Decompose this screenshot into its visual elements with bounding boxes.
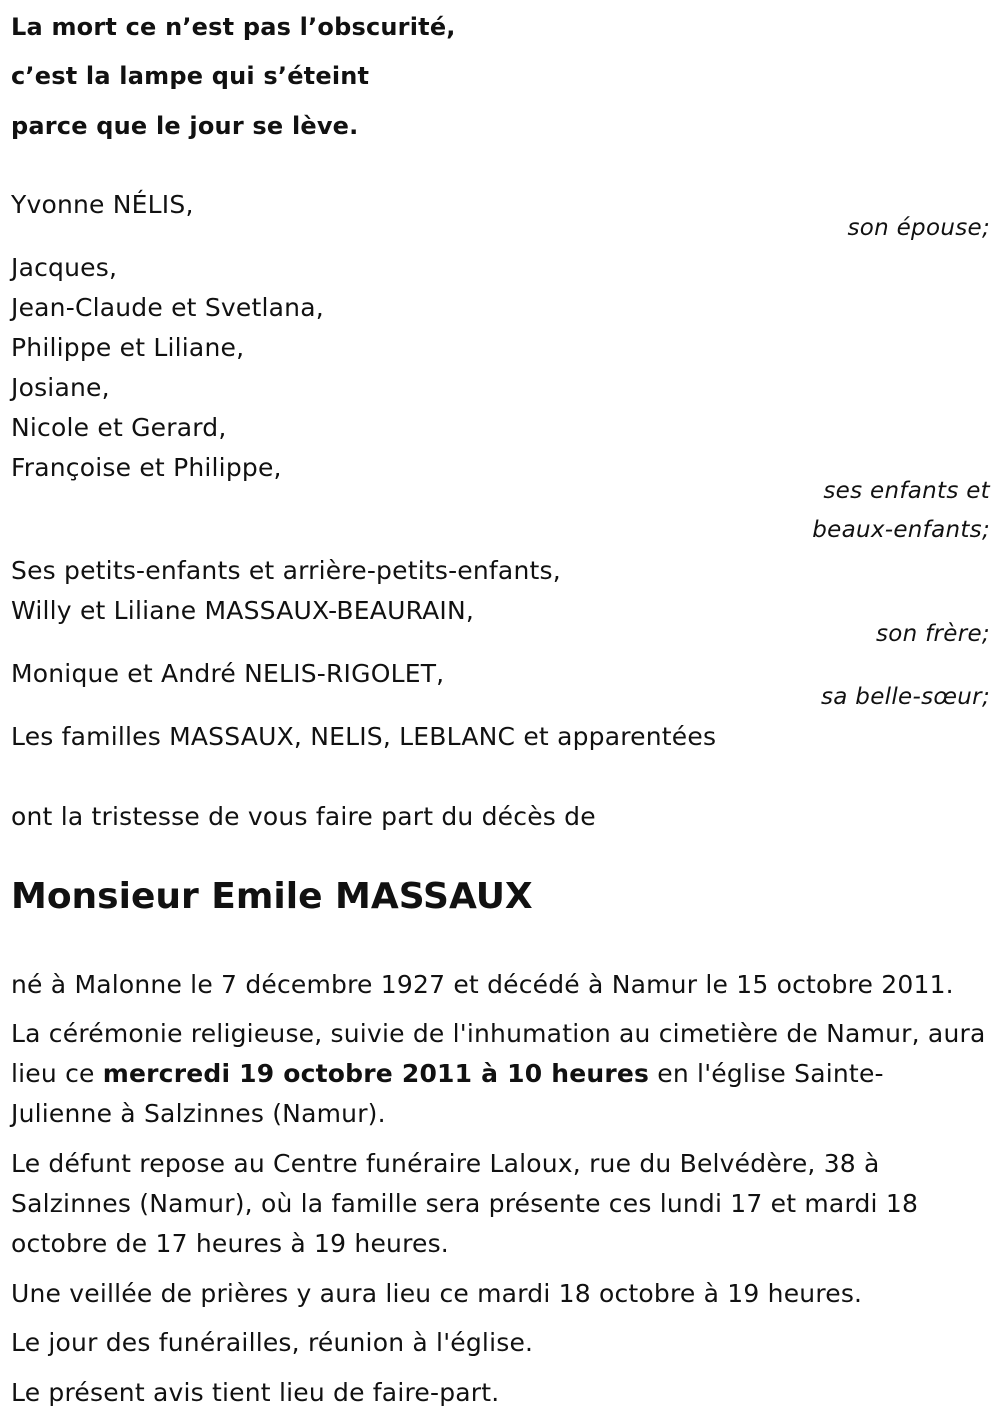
poem-line-3: parce que le jour se lève. — [11, 112, 359, 140]
child-1: Jacques, — [11, 253, 118, 282]
child-6: Françoise et Philippe, — [11, 453, 282, 482]
ceremony-paragraph — [11, 1014, 986, 1134]
brother-name: Willy et Liliane MASSAUX-BEAURAIN, — [11, 596, 475, 625]
repose-paragraph: Le défunt repose au Centre funéraire Laloux, rue du Belvédère, 38 à Salzinnes (Namur), où la famille sera présente ces lundi 17 et mardi 18 octobre de 17 heures à 19 heures. — [11, 1149, 919, 1258]
poem-line-2: c’est la lampe qui s’éteint — [11, 62, 370, 90]
spouse-name: Yvonne NÉLIS, — [11, 190, 194, 219]
poem-line-1: La mort ce n’est pas l’obscurité, — [11, 13, 456, 41]
child-4: Josiane, — [11, 373, 110, 402]
sister-in-law-role: sa belle-sœur; — [821, 684, 990, 710]
notice-text: Le présent avis tient lieu de faire-part. — [11, 1378, 500, 1407]
birth-death-text: né à Malonne le 7 décembre 1927 et décédé à Namur le 15 octobre 2011. — [11, 970, 954, 999]
ceremony-text-before: La cérémonie religieuse, suivie de l'inhumation au cimetière de Namur, aura lieu ce — [11, 1019, 986, 1088]
sister-in-law-name: Monique et André NELIS-RIGOLET, — [11, 659, 445, 688]
vigil-text: Une veillée de prières y aura lieu ce mardi 18 octobre à 19 heures. — [11, 1279, 863, 1308]
spouse-role: son épouse; — [847, 215, 990, 241]
families: Les familles MASSAUX, NELIS, LEBLANC et apparentées — [11, 722, 717, 751]
funeral-day-text: Le jour des funérailles, réunion à l'église. — [11, 1328, 534, 1357]
child-3: Philippe et Liliane, — [11, 333, 245, 362]
child-5: Nicole et Gerard, — [11, 413, 227, 442]
children-role-line-1: ses enfants et — [823, 478, 990, 504]
ceremony-text-after: en l'église Sainte-Julienne à Salzinnes (Namur). — [11, 1059, 884, 1128]
children-role-line-2: beaux-enfants; — [812, 517, 990, 543]
ceremony-date-highlight: mercredi 19 octobre 2011 à 10 heures — [102, 1059, 650, 1088]
announcement: ont la tristesse de vous faire part du décès de — [11, 802, 596, 831]
grandchildren: Ses petits-enfants et arrière-petits-enfants, — [11, 556, 561, 585]
child-2: Jean-Claude et Svetlana, — [11, 293, 324, 322]
deceased-name: Monsieur Emile MASSAUX — [11, 876, 533, 917]
brother-role: son frère; — [875, 621, 990, 647]
